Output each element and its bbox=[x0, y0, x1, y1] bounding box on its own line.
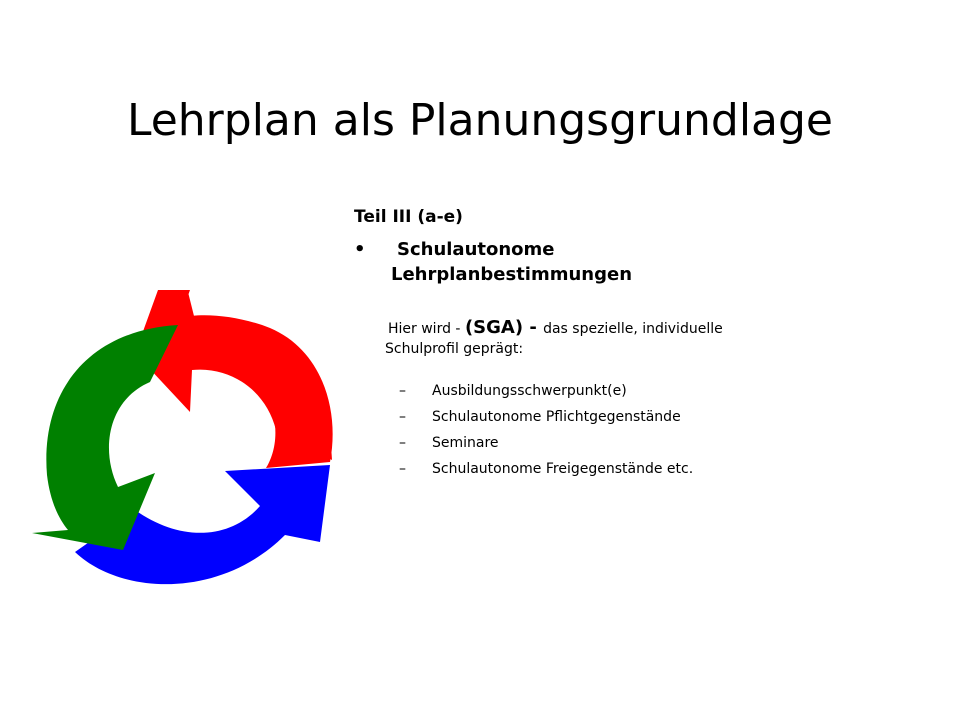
list-item-text: Schulautonome Pflichtgegenstände bbox=[432, 409, 681, 425]
green-arrow bbox=[32, 325, 178, 550]
dash-symbol: – bbox=[399, 383, 406, 399]
list-item-text: Ausbildungsschwerpunkt(e) bbox=[432, 383, 627, 399]
sub-list bbox=[354, 381, 774, 479]
dash-symbol: – bbox=[399, 409, 406, 425]
bullet-text: Schulautonome Lehrplanbestimmungen bbox=[391, 239, 633, 285]
list-item bbox=[399, 433, 732, 453]
intro-prefix: Hier wird - bbox=[388, 321, 465, 337]
intro-paragraph bbox=[354, 318, 774, 359]
intro-suffix: das spezielle, individuelle Schulprofil geprägt: bbox=[385, 321, 723, 357]
bullet-symbol: • bbox=[354, 239, 366, 260]
list-item bbox=[399, 407, 732, 427]
list-item bbox=[399, 381, 732, 401]
list-item-text: Seminare bbox=[432, 435, 499, 451]
slide-title: Lehrplan als Planungsgrundlage bbox=[126, 95, 834, 147]
dash-symbol: – bbox=[399, 435, 406, 451]
dash-symbol: – bbox=[399, 461, 406, 477]
list-item-text: Schulautonome Freigegenstände etc. bbox=[432, 461, 694, 477]
section-heading: Teil III (a-e) bbox=[354, 207, 463, 227]
slide-content bbox=[354, 205, 774, 485]
bullet-item bbox=[354, 237, 774, 287]
cycle-arrows-icon bbox=[30, 290, 350, 590]
intro-emphasis: (SGA) - bbox=[464, 317, 544, 338]
intro-lead bbox=[385, 318, 774, 359]
list-item bbox=[399, 459, 732, 479]
